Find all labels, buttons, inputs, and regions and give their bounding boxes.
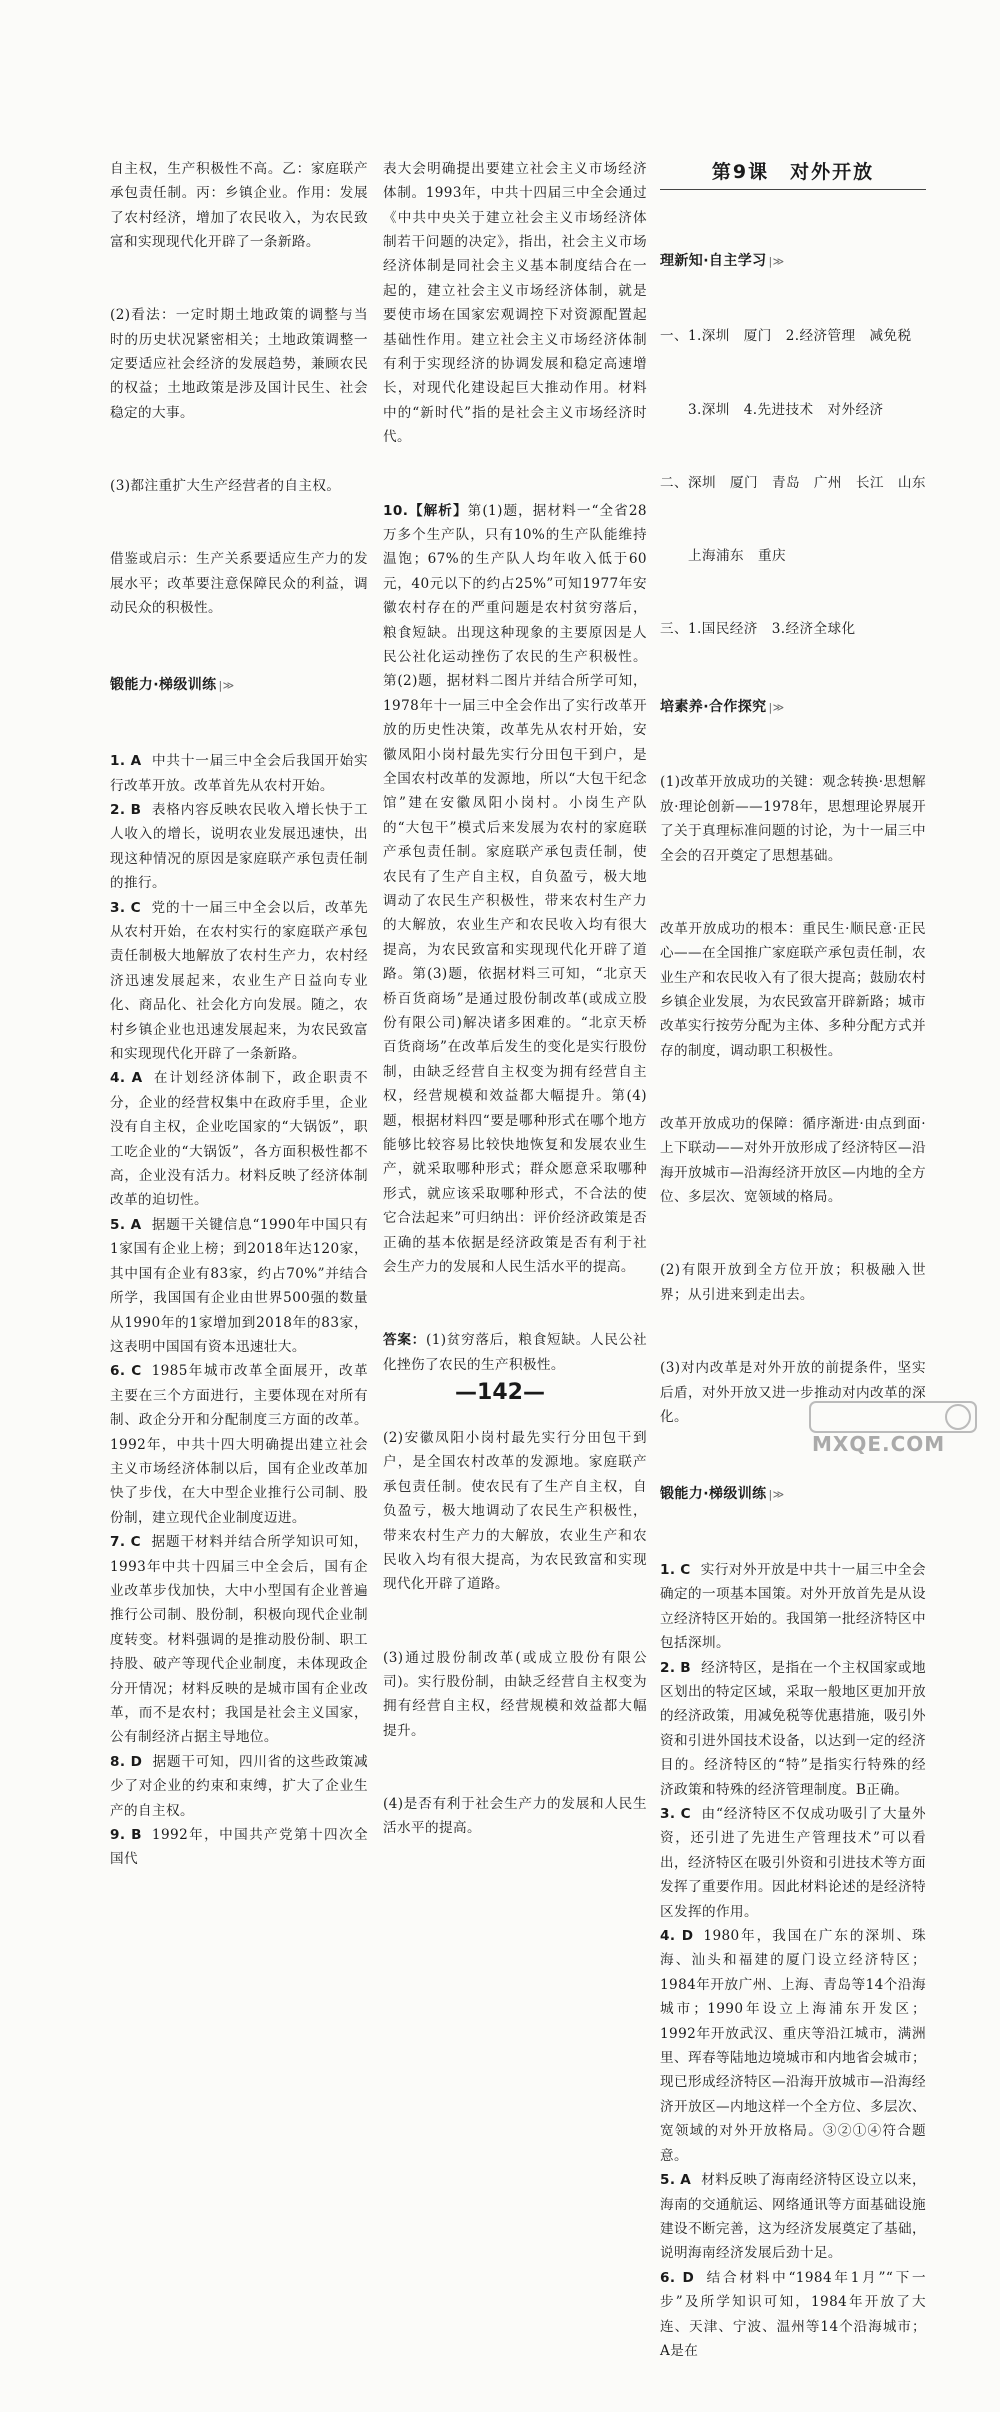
- answer-item: [660, 1924, 926, 2168]
- item-answer-letter: D: [682, 2269, 695, 2286]
- section-heading: [660, 1482, 926, 1507]
- item-number: 1.: [660, 1561, 676, 1578]
- answer-item: [110, 1823, 368, 1872]
- analysis-tag: 【解析】: [408, 502, 468, 519]
- watermark-text: MXQE.COM: [812, 1432, 946, 1456]
- answer-item: [110, 1213, 368, 1359]
- item-text: 材料反映了海南经济特区设立以来，海南的交通航运、网络通讯等方面基础设施建设不断完善，这为经济发展奠定了基础，说明海南经济发展后劲十足。: [660, 2172, 926, 2262]
- paragraph: 改革开放成功的保障：循序渐进·由点到面·上下联动——对外开放形成了经济特区—沿海开放城市—沿海经济开放区—内地的全方位、多层次、宽领域的格局。: [660, 1116, 926, 1206]
- answer-item: [110, 1066, 368, 1212]
- item-text: 党的十一届三中全会以后，改革先从农村开始，在农村实行的家庭联产承包责任制极大地解放了农村生产力，农村经济迅速发展起来，农业生产日益向专业化、商品化、社会化方向发展。随之，农村乡镇企业也迅速发展起来，为农民致富和实现现代化开辟了一条新路。: [110, 899, 368, 1063]
- section-heading: [660, 695, 926, 720]
- paragraph: (1)改革开放成功的关键：观念转换·思想解放·理论创新——1978年，思想理论界展开了关于真理标准问题的讨论，为十一届三中全会的召开奠定了思想基础。: [660, 774, 926, 864]
- paragraph: 改革开放成功的根本：重民生·顺民意·正民心——在全国推广家庭联产承包责任制，农业生产和农民收入有了很大提高；鼓励农村乡镇企业发展，为农民致富开辟新路；城市改革实行按劳分配为主体、多种分配方式并存的制度，调动职工积极性。: [660, 920, 926, 1059]
- item-text: 1985年城市改革全面展开，改革主要在三个方面进行，主要体现在对所有制、政企分开和分配制度三方面的改革。1992年，中共十四大明确提出建立社会主义市场经济体制以后，国有企业改革加快了步伐，在大中型企业推行公司制、股份制，建立现代企业制度迈进。: [110, 1363, 368, 1526]
- item-answer-letter: C: [130, 1534, 142, 1551]
- paragraph: (3)对内改革是对外开放的前提条件，坚实后盾，对外开放又进一步推动对内改革的深化。: [660, 1360, 926, 1425]
- item-number: 8.: [110, 1753, 126, 1770]
- paragraph: (2)看法：一定时期土地政策的调整与当时的历史状况紧密相关；土地政策调整一定要适应社会经济的发展趋势，兼顾农民的权益；土地政策是涉及国计民生、社会稳定的大事。: [110, 307, 368, 421]
- answer-tag: 答案：: [383, 1332, 426, 1349]
- item-answer-letter: C: [131, 1363, 142, 1380]
- answer-item: [110, 798, 368, 896]
- item-text: 经济特区，是指在一个主权国家或地区划出的特定区域，采取一般地区更加开放的经济政策，用减免税等优惠措施，吸引外资和引进外国技术设备，以达到一定的经济目的。经济特区的“特”是指实行特殊的经济政策和特殊的经济管理制度。B正确。: [660, 1659, 926, 1798]
- item-answer-letter: C: [680, 1561, 691, 1578]
- answer-item: [660, 2168, 926, 2266]
- item-text: 1980年，我国在广东的深圳、珠海、汕头和福建的厦门设立经济特区；1984年开放广州、上海、青岛等14个沿海城市；1990年设立上海浦东开发区；1992年开放武汉、重庆等沿江城市，满洲里、珲春等陆地边境城市和内地省会城市；现已形成经济特区—沿海开放城市—沿海经济开放区—内地这样一个全方位、多层次、宽领域的对外开放格局。③②①④符合题意。: [660, 1928, 926, 2164]
- section-heading: [660, 249, 926, 274]
- answer-item: [110, 749, 368, 798]
- knowledge-line: 三、1.国民经济 3.经济全球化: [660, 621, 856, 638]
- item-number: 4.: [660, 1928, 676, 1945]
- answer-item: [660, 1656, 926, 1802]
- item-answer-letter: B: [131, 1827, 142, 1844]
- paragraph: (3)都注重扩大生产经营者的自主权。: [110, 478, 341, 495]
- answer-item: [110, 1750, 368, 1823]
- answer-item: [660, 2266, 926, 2364]
- item-answer-letter: D: [130, 1753, 143, 1770]
- section-heading-text: 锻能力·梯级训练: [110, 677, 217, 694]
- item-text: 据题干可知，四川省的这些政策减少了对企业的约束和束缚，扩大了企业生产的自主权。: [110, 1753, 368, 1819]
- item-answer-letter: A: [130, 1216, 142, 1233]
- knowledge-line: 一、1.深圳 厦门 2.经济管理 减免税: [660, 328, 912, 345]
- section-heading-text: 培素养·合作探究: [660, 698, 767, 715]
- item-number: 2.: [110, 801, 126, 818]
- answer-item: [110, 1530, 368, 1750]
- knowledge-line: 上海浦东 重庆: [660, 548, 786, 565]
- chevron-right-icon: |≫: [768, 1488, 785, 1502]
- section-heading: [110, 673, 368, 698]
- paragraph: 借鉴或启示：生产关系要适应生产力的发展水平；改革要注意保障民众的利益，调动民众的积极性。: [110, 551, 368, 617]
- item-text: 第(1)题，据材料一“全省28万多个生产队，只有10%的生产队能维持温饱；67%的生产队人均年收入低于60元，40元以下的约占25%”可知1977年安徽农村存在的严重问题是农村贫穷落后，粮食短缺。出现这种现象的主要原因是人民公社化运动挫伤了农民的生产积极性。第(2)题，据材料二图片并结合所学可知，1978年十一届三中全会作出了实行改革开放的历史性决策，改革先从农村开始，安徽凤阳小岗村最先实行分田包干到户，是全国农村改革的发源地，所以“大包干纪念馆”建在安徽凤阳小岗村。小岗生产队的“大包干”模式后来发展为农村的家庭联产承包责任制。家庭联产承包责任制，使农民有了生产自主权，自负盈亏，极大地调动了农民生产积极性，带来农村生产力的大解放，农业生产和农民收入均有很大提高，为农民致富和实现现代化开辟了道路。第(3)题，依据材料三可知，“北京天桥百货商场”是通过股份制改革(或成立股份有限公司)解决诸多困难的。“北京天桥百货商场”在改革后发生的变化是实行股份制，由缺乏经营自主权变为拥有经营自主权，经营规模和效益都大幅提升。第(4)题，根据材料四“要是哪种形式在哪个地方能够比较容易比较快地恢复和发展农业生产，就采取哪种形式；群众愿意采取哪种形式，就应该采取哪种形式，不合法的使它合法起来”可归纳出：评价经济政策是否正确的基本依据是经济政策是否有利于社会生产力的发展和人民生活水平的提高。: [383, 502, 647, 1276]
- item-number: 5.: [110, 1216, 126, 1233]
- item-answer-letter: C: [130, 899, 142, 916]
- item-answer-letter: C: [680, 1806, 692, 1822]
- item-answer-letter: A: [680, 2172, 692, 2189]
- chevron-right-icon: |≫: [218, 679, 235, 693]
- item-text: 实行对外开放是中共十一届三中全会确定的一项基本国策。对外开放首先是从设立经济特区开始的。我国第一批经济特区中包括深圳。: [660, 1561, 926, 1652]
- answer-text: (4)是否有利于社会生产力的发展和人民生活水平的提高。: [383, 1796, 647, 1837]
- item-text: 中共十一届三中全会后我国开始实行改革开放。改革首先从农村开始。: [110, 753, 368, 794]
- item-text: 据题干关键信息“1990年中国只有1家国有企业上榜；到2018年达120家，其中国有企业有83家，约占70%”并结合所学，我国国有企业由世界500强的数量从1990年的1家增加到2018年的83家，这表明中国国有资本迅速壮大。: [110, 1216, 369, 1355]
- item-text: 表格内容反映农民收入增长快于工人收入的增长，说明农业发展迅速快，出现这种情况的原因是家庭联产承包责任制的推行。: [110, 801, 368, 892]
- chevron-right-icon: |≫: [768, 700, 785, 714]
- section-heading-text: 锻能力·梯级训练: [660, 1486, 767, 1503]
- paragraph: 表大会明确提出要建立社会主义市场经济体制。1993年，中共十四届三中全会通过《中共中央关于建立社会主义市场经济体制若干问题的决定》，指出，社会主义市场经济体制是同社会主义基本制度结合在一起的，建立社会主义市场经济体制，就是要使市场在国家宏观调控下对资源配置起基础性作用。建立社会主义市场经济体制有利于实现经济的协调发展和稳定高速增长，对现代化建设起巨大推动作用。材料中的“新时代”指的是社会主义市场经济时代。: [383, 160, 647, 446]
- item-answer-letter: B: [680, 1659, 691, 1676]
- chevron-right-icon: |≫: [768, 254, 785, 268]
- column-left: [110, 108, 369, 1868]
- answer-item: [660, 1802, 926, 1924]
- section-heading-text: 理新知·自主学习: [660, 252, 767, 269]
- knowledge-line: 二、深圳 厦门 青岛 广州 长江 山东: [660, 474, 926, 491]
- item-text: 据题干材料并结合所学知识可知，1993年中共十四届三中全会后，国有企业改革步伐加快，大中小型国有企业普遍推行公司制、股份制，积极向现代企业制度转变。材料强调的是推动股份制、职工持股、破产等现代企业制度，未体现政企分开情况；材料反映的是城市国有企业改革，而不是农村；我国是社会主义国家，公有制经济占据主导地位。: [110, 1534, 368, 1746]
- item-answer-letter: A: [130, 753, 142, 770]
- item-number: 6.: [110, 1363, 126, 1380]
- item-number: 2.: [660, 1659, 676, 1676]
- answer-text: (1)贫穷落后，粮食短缺。人民公社化挫伤了农民的生产积极性。: [383, 1332, 647, 1373]
- item-text: 结合材料中“1984年1月”“下一步”及所学知识可知，1984年开放了大连、天津、宁波、温州等14个沿海城市；A是在: [660, 2269, 926, 2359]
- item-answer-letter: D: [681, 1928, 694, 1945]
- answer-item: [110, 896, 368, 1067]
- answer-item: [660, 1558, 926, 1656]
- answer-text: (3)通过股份制改革(或成立股份有限公司)。实行股份制，由缺乏经营自主权变为拥有经营自主权，经营规模和效益都大幅提升。: [383, 1649, 647, 1739]
- lesson-title: 第9课 对外开放: [660, 157, 926, 190]
- answer-text: (2)安徽凤阳小岗村最先实行分田包干到户，是全国农村改革的发源地。家庭联产承包责任制。使农民有了生产自主权，自负盈亏，极大地调动了农民生产积极性，带来农村生产力的大解放，农业生产和农民收入均有很大提高，为农民致富和实现现代化开辟了道路。: [383, 1429, 647, 1593]
- item-text: 由“经济特区不仅成功吸引了大量外资，还引进了先进生产管理技术”可以看出，经济特区在吸引外资和引进技术等方面发挥了重要作用。因此材料论述的是经济特区发挥的作用。: [660, 1806, 926, 1920]
- item-text: 1992年，中国共产党第十四次全国代: [110, 1827, 368, 1868]
- item-number: 3.: [660, 1806, 676, 1822]
- item-number: 1.: [110, 753, 126, 770]
- item-number: 7.: [110, 1534, 126, 1551]
- item-number: 10.: [383, 502, 409, 519]
- answer-label-line: [383, 1328, 647, 1377]
- answer-list: [660, 1558, 926, 2363]
- item-number: 5.: [660, 2172, 676, 2189]
- item-number: 4.: [110, 1070, 126, 1087]
- paragraph: 自主权，生产积极性不高。乙：家庭联产承包责任制。丙：乡镇企业。作用：发展了农村经济，增加了农民收入，为农民致富和实现现代化开辟了一条新路。: [110, 160, 368, 251]
- answer-item-10: [383, 499, 647, 1280]
- item-number: 9.: [110, 1827, 126, 1844]
- item-answer-letter: B: [130, 801, 142, 818]
- answer-list: [110, 749, 368, 1872]
- item-number: 3.: [110, 899, 126, 916]
- item-answer-letter: A: [131, 1070, 143, 1087]
- paragraph: (2)有限开放到全方位开放；积极融入世界；从引进来到走出去。: [660, 1262, 926, 1303]
- page-number: —142—: [455, 1380, 545, 1405]
- item-text: 在计划经济体制下，政企职责不分，企业的经营权集中在政府手里，企业没有自主权，企业吃国家的“大锅饭”，职工吃企业的“大锅饭”，各方面积极性都不高，企业没有活力。材料反映了经济体制改革的迫切性。: [110, 1070, 368, 1209]
- item-number: 6.: [660, 2269, 676, 2286]
- knowledge-line: 3.深圳 4.先进技术 对外经济: [660, 401, 884, 418]
